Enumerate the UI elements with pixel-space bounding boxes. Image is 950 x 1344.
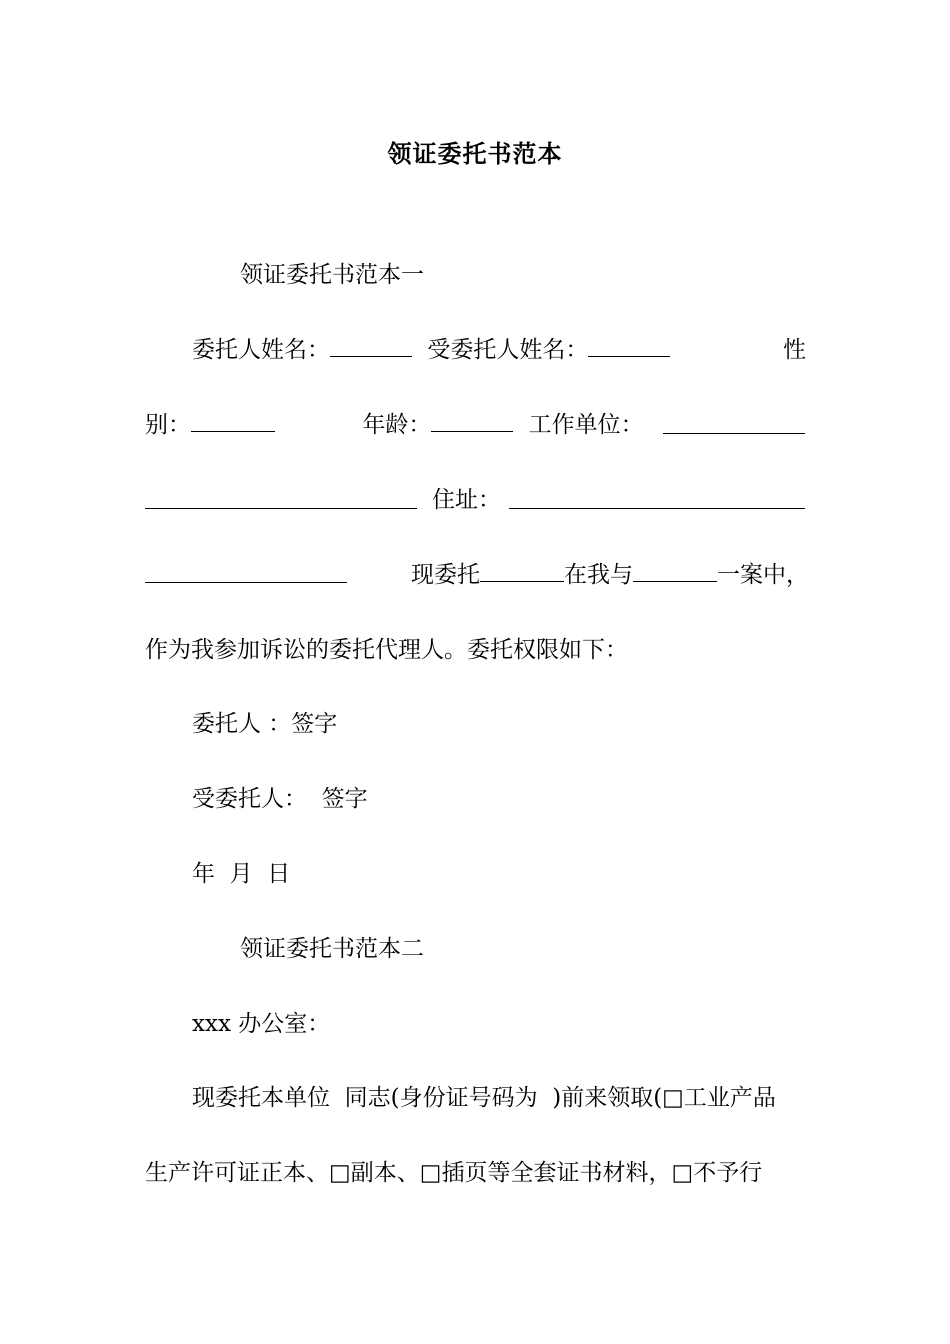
gender-blank — [191, 409, 275, 432]
party-blank — [633, 559, 717, 582]
entrust-prefix: 现委托 — [411, 562, 480, 588]
age-blank — [431, 409, 513, 432]
address-blank — [509, 508, 805, 509]
agent-blank — [480, 559, 564, 582]
name-line — [192, 334, 670, 366]
document-title: 领证委托书范本 — [387, 139, 563, 168]
entrust-mid: 在我与 — [564, 562, 633, 588]
age-label: 年龄： — [362, 412, 432, 438]
principal-sign-line: 委托人 ：签字 — [192, 711, 338, 737]
agent-name-blank — [588, 334, 670, 357]
work-unit-blank-continued — [145, 508, 417, 509]
addressee-line: xxx 办公室： — [192, 1011, 331, 1037]
section1-heading: 领证委托书范本一 — [240, 262, 424, 288]
gender-age-line — [145, 409, 644, 441]
entrust-line-2: 作为我参加诉讼的委托代理人。委托权限如下： — [145, 637, 628, 663]
section2-heading: 领证委托书范本二 — [240, 936, 424, 962]
date-line: 年 月 日 — [192, 861, 291, 887]
principal-name-blank — [330, 334, 412, 357]
entrust-suffix: 一案中， — [717, 562, 809, 588]
gender-label-part2: 别： — [145, 412, 191, 438]
work-unit-blank — [663, 433, 805, 434]
agent-sign-line: 受委托人： 签字 — [192, 786, 368, 812]
entrust-line — [411, 559, 809, 591]
address-label: 住址： — [432, 487, 501, 513]
body-line-2: 生产许可证正本、□副本、□插页等全套证书材料，□不予行 — [145, 1160, 763, 1186]
principal-name-label: 委托人姓名： — [192, 337, 330, 363]
agent-name-label: 受委托人姓名： — [427, 337, 589, 363]
gender-label-part1: 性 — [783, 337, 806, 363]
body-line-1: 现委托本单位 同志(身份证号码为 )前来领取(□工业产品 — [192, 1085, 776, 1111]
address-blank-continued — [145, 582, 347, 583]
work-unit-label: 工作单位： — [528, 412, 644, 438]
